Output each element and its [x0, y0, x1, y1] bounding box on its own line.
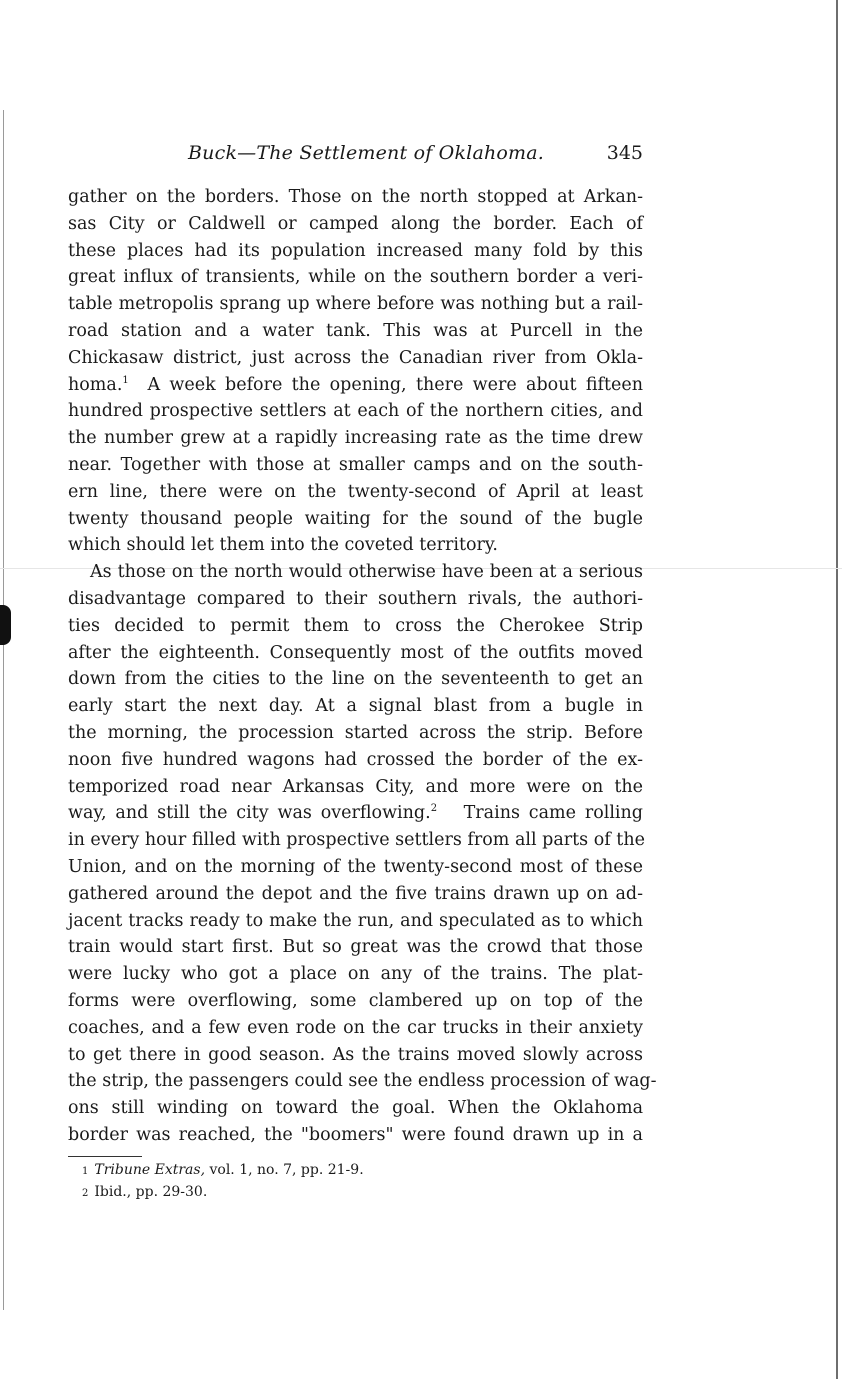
text-line: As those on the north would otherwise have been at a serious — [90, 562, 643, 583]
footnote-italic: Tribune Extras, — [94, 1162, 206, 1178]
text-line: down from the cities to the line on the seventeenth to get an — [68, 669, 643, 690]
footnote-text: Ibid., pp. 29-30. — [94, 1184, 208, 1200]
text-line: gather on the borders. Those on the north stopped at Arkan- — [68, 187, 643, 207]
text-line: after the eighteenth. Consequently most of the outfits moved — [68, 642, 643, 663]
text-line: coaches, and a few even rode on the car trucks in their anxiety — [68, 1017, 643, 1038]
footnote-1 — [82, 1160, 642, 1182]
text-line: the strip, the passengers could see the endless procession of wag- — [68, 1071, 657, 1092]
text-line: great influx of transients, while on the southern border a veri- — [68, 267, 643, 288]
text-line: hundred prospective settlers at each of the northern cities, and — [68, 401, 643, 422]
running-head — [68, 142, 643, 168]
running-title: Buck—The Settlement of Oklahoma. — [188, 142, 545, 164]
text-line: train would start first. But so great was the crowd that those — [68, 937, 643, 958]
text-line: which should let them into the coveted territory. — [68, 535, 498, 556]
footnote-text: vol. 1, no. 7, pp. 21-9. — [205, 1162, 364, 1178]
footnote-number: 2 — [82, 1188, 89, 1199]
text-line-with-footnote — [68, 372, 643, 399]
line-prefix: homa. — [68, 374, 123, 395]
text-line: ons still winding on toward the goal. When the Oklahoma — [68, 1098, 643, 1119]
text-line: the morning, the procession started across the strip. Before — [68, 722, 643, 743]
text-line: forms were overflowing, some clambered up on top of the — [68, 990, 643, 1011]
page-number: 345 — [606, 142, 643, 164]
text-line: road station and a water tank. This was at Purcell in the — [68, 320, 643, 341]
text-line: these places had its population increased many fold by this — [68, 240, 643, 261]
page-edge-left — [3, 110, 4, 1310]
text-line: the number grew at a rapidly increasing rate as the time drew — [68, 428, 643, 449]
text-line: early start the next day. At a signal blast from a bugle in — [68, 696, 643, 717]
footnote-number: 1 — [82, 1166, 89, 1177]
text-line: sas City or Caldwell or camped along the border. Each of — [68, 213, 643, 234]
text-line: Chickasaw district, just across the Canadian river from Okla- — [68, 347, 643, 368]
text-line: were lucky who got a place on any of the trains. The plat- — [68, 964, 643, 985]
text-line: in every hour filled with prospective settlers from all parts of the — [68, 830, 645, 851]
body-text — [68, 184, 657, 1149]
text-line: gathered around the depot and the five trains drawn up on ad- — [68, 883, 643, 904]
text-line-with-footnote — [68, 800, 643, 827]
text-line: twenty thousand people waiting for the sound of the bugle — [68, 508, 643, 529]
footnote-rule — [68, 1156, 142, 1157]
line-rest: Trains came rolling — [463, 803, 643, 824]
text-line: table metropolis sprang up where before was nothing but a rail- — [68, 294, 643, 315]
line-rest: A week before the opening, there were about fifteen — [147, 374, 643, 395]
text-line: Union, and on the morning of the twenty-second most of these — [68, 856, 643, 877]
text-line: to get there in good season. As the trains moved slowly across — [68, 1044, 643, 1065]
text-line: near. Together with those at smaller camps and on the south- — [68, 454, 643, 475]
text-line: disadvantage compared to their southern rivals, the authori- — [68, 588, 643, 609]
footnote-ref: 2 — [430, 803, 438, 815]
text-line: ern line, there were on the twenty-second of April at least — [68, 481, 643, 502]
footnote-ref: 1 — [122, 374, 129, 386]
text-line: temporized road near Arkansas City, and more were on the — [68, 776, 643, 797]
text-line: ties decided to permit them to cross the Cherokee Strip — [68, 615, 643, 636]
line-prefix: way, and still the city was overflowing. — [68, 803, 431, 824]
page-edge-right — [836, 0, 838, 1379]
text-line: jacent tracks ready to make the run, and speculated as to which — [68, 910, 643, 931]
text-line: border was reached, the "boomers" were found drawn up in a — [68, 1124, 643, 1145]
footnote-2 — [82, 1182, 642, 1204]
footnotes — [82, 1160, 642, 1204]
text-line: noon five hundred wagons had crossed the border of the ex- — [68, 749, 643, 770]
binding-mark — [0, 605, 11, 645]
